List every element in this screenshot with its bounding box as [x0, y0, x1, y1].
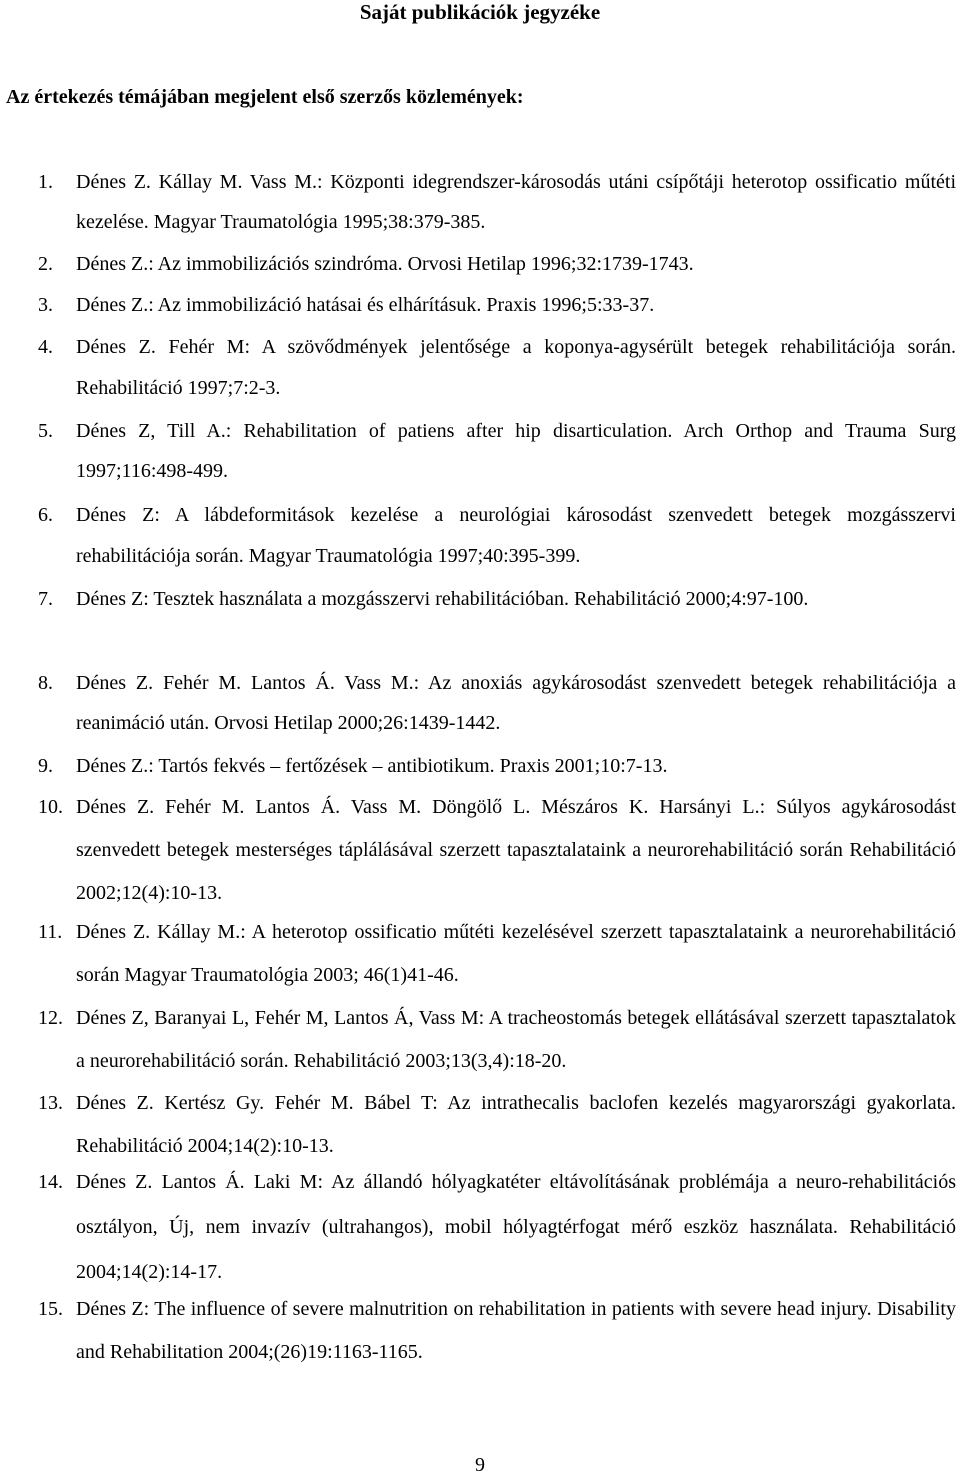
- publication-number: 11.: [38, 921, 63, 943]
- publication-text: Dénes Z: A lábdeformitások kezelése a neurológiai károsodást szenvedett betegek mozgásszervi rehabilitációja során. Magyar Traumatológia 1997;40:395-399.: [76, 504, 956, 567]
- publication-number: 13.: [38, 1092, 63, 1114]
- publication-text: Dénes Z. Fehér M. Lantos Á. Vass M.: Az anoxiás agykárosodást szenvedett betegek rehabilitációja a reanimáció után. Orvosi Hetilap 2000;26:1439-1442.: [76, 672, 956, 734]
- publication-item: [38, 162, 956, 242]
- publication-text: Dénes Z. Fehér M. Lantos Á. Vass M. Döngölő L. Mészáros K. Harsányi L.: Súlyos agykárosodást szenvedett betegek mesterséges táplálásával szerzett tapasztalataink a neurorehabilitáció során Rehabilitáció 2002;12(4):10-13.: [76, 796, 956, 904]
- page-number: 9: [475, 1454, 485, 1476]
- publication-number: 5.: [38, 420, 53, 442]
- publication-text: Dénes Z. Lantos Á. Laki M: Az állandó hólyagkatéter eltávolításának problémája a neuro-rehabilitációs osztályon, Új, nem invazív (ultrahangos), mobil hólyagtérfogat mérő eszköz használata. Rehabilitáció 2004;14(2):14-17.: [76, 1171, 956, 1283]
- publication-number: 9.: [38, 755, 53, 777]
- publication-text: Dénes Z. Kállay M. Vass M.: Központi idegrendszer-károsodás utáni csípőtáji heterotop ossificatio műtéti kezelése. Magyar Traumatológia 1995;38:379-385.: [76, 171, 956, 233]
- publication-number: 14.: [38, 1171, 63, 1193]
- publication-item: [38, 411, 956, 491]
- publication-text: Dénes Z: The influence of severe malnutrition on rehabilitation in patients with severe head injury. Disability and Rehabilitation 2004;(26)19:1163-1165.: [76, 1298, 956, 1363]
- publication-text: Dénes Z.: Az immobilizációs szindróma. Orvosi Hetilap 1996;32:1739-1743.: [76, 253, 694, 275]
- publication-text: Dénes Z. Fehér M: A szövődmények jelentősége a koponya-agysérült betegek rehabilitációja során. Rehabilitáció 1997;7:2-3.: [76, 336, 956, 399]
- publication-number: 8.: [38, 672, 53, 694]
- publication-text: Dénes Z.: Az immobilizáció hatásai és elhárításuk. Praxis 1996;5:33-37.: [76, 294, 655, 316]
- publication-number: 3.: [38, 294, 53, 316]
- publication-number: 12.: [38, 1007, 63, 1029]
- publication-number: 15.: [38, 1298, 63, 1320]
- page-title: Saját publikációk jegyzéke: [359, 0, 601, 24]
- publication-item: [38, 1160, 956, 1295]
- publication-number: 10.: [38, 796, 63, 818]
- publication-item: [38, 786, 956, 915]
- publication-text: Dénes Z. Kállay M.: A heterotop ossificatio műtéti kezelésével szerzett tapasztalataink a neurorehabilitáció során Magyar Traumatológia 2003; 46(1)41-46.: [76, 921, 956, 986]
- publication-number: 4.: [38, 336, 53, 358]
- publication-item: [38, 244, 956, 284]
- publication-item: [38, 997, 956, 1083]
- publication-item: [38, 663, 956, 743]
- publication-text: Dénes Z. Kertész Gy. Fehér M. Bábel T: Az intrathecalis baclofen kezelés magyarországi gyakorlata. Rehabilitáció 2004;14(2):10-13.: [76, 1092, 956, 1157]
- publication-item: [38, 1288, 956, 1374]
- publication-item: [38, 911, 956, 997]
- publication-text: Dénes Z, Till A.: Rehabilitation of patiens after hip disarticulation. Arch Orthop and Trauma Surg 1997;116:498-499.: [76, 420, 956, 482]
- publication-text: Dénes Z: Tesztek használata a mozgásszervi rehabilitációban. Rehabilitáció 2000;4:97-100.: [76, 588, 809, 610]
- publication-item: [38, 285, 956, 325]
- publication-item: [38, 1082, 956, 1168]
- publication-text: Dénes Z, Baranyai L, Fehér M, Lantos Á, Vass M: A tracheostomás betegek ellátásával szerzett tapasztalatok a neurorehabilitáció során. Rehabilitáció 2003;13(3,4):18-20.: [76, 1007, 956, 1072]
- section-heading: Az értekezés témájában megjelent első szerzős közlemények:: [6, 86, 524, 108]
- publication-number: 2.: [38, 253, 53, 275]
- publication-item: [38, 746, 956, 786]
- publication-text: Dénes Z.: Tartós fekvés – fertőzések – antibiotikum. Praxis 2001;10:7-13.: [76, 755, 668, 777]
- publication-number: 1.: [38, 171, 53, 193]
- publication-item: [38, 579, 956, 619]
- publication-item: [38, 495, 956, 577]
- publication-item: [38, 327, 956, 409]
- publication-number: 7.: [38, 588, 53, 610]
- publication-number: 6.: [38, 504, 53, 526]
